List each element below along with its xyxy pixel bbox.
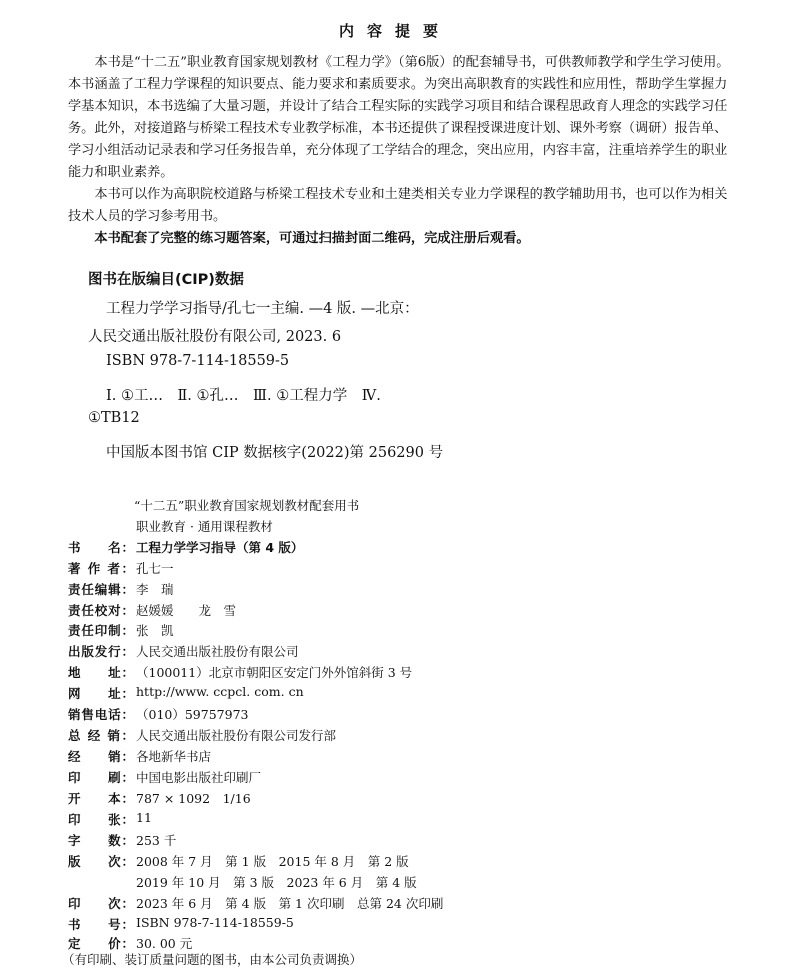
- field-label: 责任印制：: [68, 623, 134, 638]
- field-label: 开 本：: [68, 791, 134, 806]
- cip-tb: ①TB12: [88, 410, 140, 426]
- field-value: 中国电影出版社印刷厂: [136, 770, 262, 785]
- field-label: 印 次：: [68, 896, 134, 911]
- colophon-row-format: [68, 789, 251, 809]
- field-label: 版 次：: [68, 854, 134, 869]
- colophon-row-printing: [68, 894, 443, 914]
- colophon-row-editor: [68, 580, 174, 600]
- field-label: 出版发行：: [68, 644, 134, 659]
- colophon-row-printing-manager: [68, 621, 174, 641]
- summary-paragraph-2: 本书可以作为高职院校道路与桥梁工程技术专业和土建类相关专业力学课程的教学辅助用书，也可以作为相关技术人员的学习参考用书。: [68, 187, 728, 224]
- series-line-2: 职业教育 · 通用课程教材: [136, 519, 273, 534]
- field-value: 2023 年 6 月 第 4 版 第 1 次印刷 总第 24 次印刷: [136, 896, 444, 911]
- colophon-row-seller: [68, 747, 211, 767]
- summary-bold-note: 本书配套了完整的练习题答案，可通过扫描封面二维码，完成注册后观看。: [94, 231, 530, 246]
- colophon-row-author: [68, 559, 174, 579]
- field-label: 地 址：: [68, 665, 134, 680]
- field-value: 787 × 1092 1/16: [136, 791, 251, 806]
- colophon-row-publisher: [68, 642, 299, 662]
- field-value: 各地新华书店: [136, 749, 212, 764]
- colophon-row-sheets: [68, 810, 152, 830]
- field-value: 人民交通出版社股份有限公司发行部: [136, 728, 337, 743]
- field-label: 印 刷：: [68, 770, 134, 785]
- field-label: 责任校对：: [68, 603, 134, 618]
- series-line-1: “十二五”职业教育国家规划教材配套用书: [134, 498, 360, 513]
- field-value: （100011）北京市朝阳区安定门外外馆斜街 3 号: [136, 665, 413, 680]
- field-label: 印 张：: [68, 812, 134, 827]
- field-label: 网 址：: [68, 686, 134, 701]
- field-label: 责任编辑：: [68, 582, 134, 597]
- colophon-row-website: [68, 684, 304, 704]
- field-label: 定 价：: [68, 936, 134, 951]
- cip-classes: Ⅰ. ①工… Ⅱ. ①孔… Ⅲ. ①工程力学 Ⅳ.: [106, 388, 381, 404]
- field-label: 总 经 销：: [68, 728, 134, 743]
- summary-body: [68, 52, 740, 250]
- field-value: 孔七一: [136, 561, 174, 576]
- colophon-row-edition: [68, 852, 409, 872]
- field-value: http://www. ccpcl. com. cn: [136, 684, 304, 699]
- colophon-row-proofreader: [68, 601, 236, 621]
- field-label: 经 销：: [68, 749, 134, 764]
- cip-heading: 图书在版编目(CIP)数据: [88, 272, 244, 288]
- field-value: 253 千: [136, 833, 177, 848]
- colophon-row-address: [68, 663, 412, 683]
- quality-note: （有印刷、装订质量问题的图书，由本公司负责调换）: [62, 952, 363, 967]
- cip-national: 中国版本图书馆 CIP 数据核字(2022)第 256290 号: [106, 445, 444, 461]
- field-label: 字 数：: [68, 833, 134, 848]
- field-value: 2008 年 7 月 第 1 版 2015 年 8 月 第 2 版: [136, 854, 409, 869]
- cip-isbn: ISBN 978-7-114-18559-5: [106, 353, 290, 369]
- field-value: ISBN 978-7-114-18559-5: [136, 915, 294, 930]
- field-label: 销售电话：: [68, 707, 134, 722]
- colophon-row-title: [68, 538, 303, 558]
- colophon-edition-line-2: 2019 年 10 月 第 3 版 2023 年 6 月 第 4 版: [136, 875, 417, 890]
- field-value: 工程力学学习指导（第 4 版）: [136, 540, 304, 555]
- field-label: 著 作 者：: [68, 561, 134, 576]
- field-value: 张 凯: [136, 623, 174, 638]
- field-label: 书 号：: [68, 917, 134, 932]
- field-value: 李 瑞: [136, 582, 174, 597]
- cip-line-2: 人民交通出版社股份有限公司, 2023. 6: [88, 329, 342, 345]
- colophon-row-printer: [68, 768, 261, 788]
- field-label: 书 名：: [68, 540, 134, 555]
- colophon-row-distributor: [68, 726, 336, 746]
- field-value: 30. 00 元: [136, 936, 193, 951]
- field-value: 人民交通出版社股份有限公司: [136, 644, 299, 659]
- field-value: 赵媛媛 龙 雪: [136, 603, 237, 618]
- field-value: （010）59757973: [136, 707, 249, 722]
- field-value: 11: [136, 810, 152, 825]
- colophon-row-sales-phone: [68, 705, 248, 725]
- colophon-row-word-count: [68, 831, 176, 851]
- summary-title: 内容提要: [338, 22, 451, 40]
- summary-paragraph-1: 本书是“十二五”职业教育国家规划教材《工程力学》（第6版）的配套辅导书，可供教师教学和学生学习使用。本书涵盖了工程力学课程的知识要点、能力要求和素质要求。为突出高职教育的实践性和应用性，帮助学生掌握力学基本知识，本书选编了大量习题，并设计了结合工程实际的实践学习项目和结合课程思政育人理念的实践学习任务。此外，对接道路与桥梁工程技术专业教学标准，本书还提供了课程授课进度计划、课外考察（调研）报告单、学习小组活动记录表和学习任务报告单，充分体现了工学结合的理念，突出应用，内容丰富，注重培养学生的职业能力和职业素养。: [68, 55, 730, 180]
- colophon-row-isbn: [68, 915, 294, 935]
- cip-line-1: 工程力学学习指导/孔七一主编. —4 版. —北京：: [106, 301, 419, 317]
